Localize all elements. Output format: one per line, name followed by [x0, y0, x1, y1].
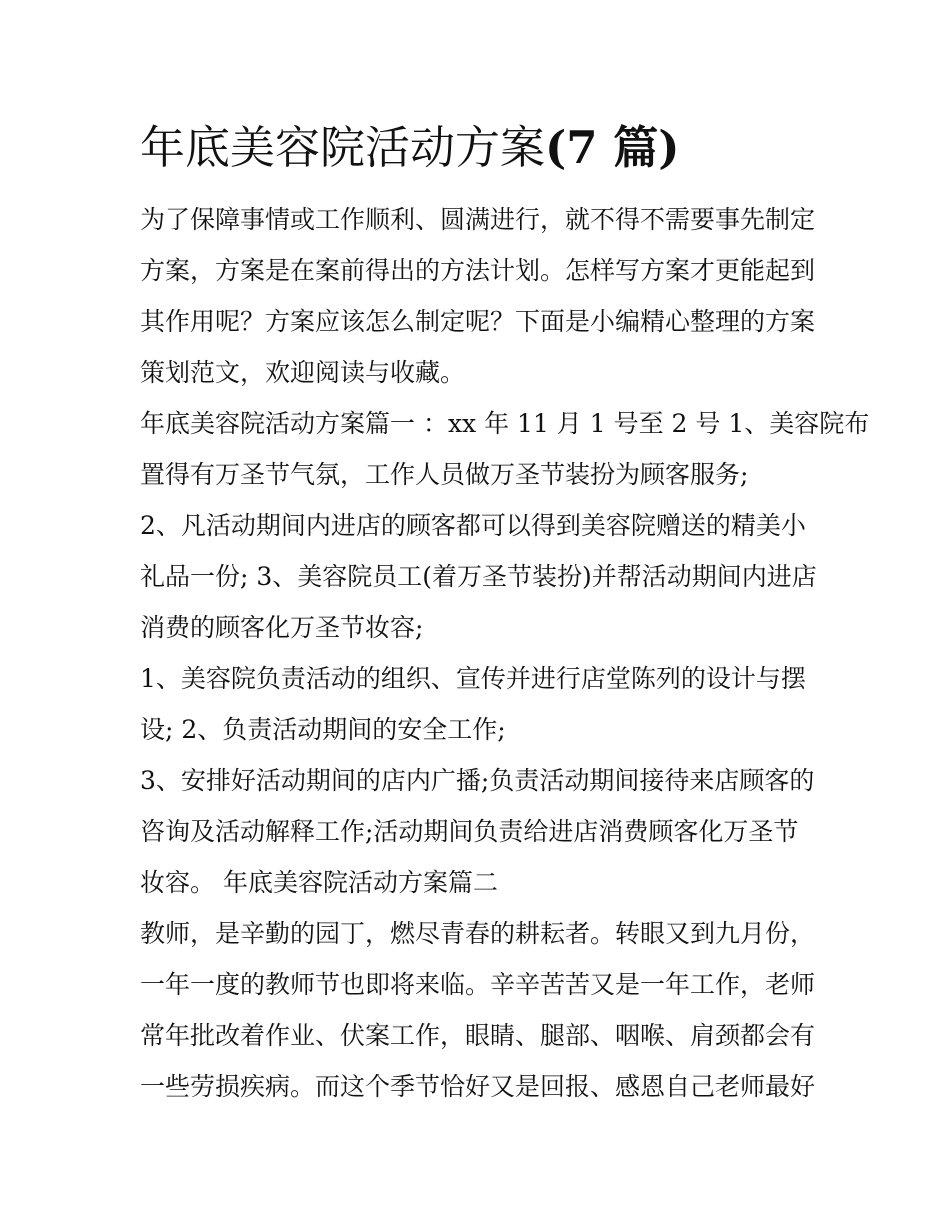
paragraph-line: 方案，方案是在案前得出的方法计划。怎样写方案才更能起到 [140, 256, 816, 285]
paragraph-line: 其作用呢？方案应该怎么制定呢？下面是小编精心整理的方案 [140, 307, 816, 336]
paragraph-line: 教师，是辛勤的园丁，燃尽青春的耕耘者。转眼又到九月份， [140, 919, 816, 948]
paragraph-line: 为了保障事情或工作顺利、圆满进行，就不得不需要事先制定 [140, 205, 816, 234]
paragraph-line: 一些劳损疾病。而这个季节恰好又是回报、感恩自己老师最好 [140, 1072, 816, 1101]
paragraph-line: 年底美容院活动方案篇一 ：xx 年 11 月 1 号至 2 号 1、美容院布 [140, 409, 870, 438]
paragraph-line: 礼品一份; 3、美容院员工(着万圣节装扮)并帮活动期间内进店 [140, 562, 817, 591]
paragraph-line: 妆容。 年底美容院活动方案篇二 [140, 868, 498, 897]
paragraph-line: 置得有万圣节气氛，工作人员做万圣节装扮为顾客服务; [140, 460, 749, 489]
paragraph-line: 3、安排好活动期间的店内广播;负责活动期间接待来店顾客的 [140, 766, 815, 795]
paragraph-line: 常年批改着作业、伏案工作，眼睛、腿部、咽喉、肩颈都会有 [140, 1021, 816, 1050]
paragraph-line: 策划范文，欢迎阅读与收藏。 [140, 358, 466, 387]
document-title-suffix: (7 篇) [545, 121, 680, 174]
paragraph-line: 2、凡活动期间内进店的顾客都可以得到美容院赠送的精美小 [140, 511, 806, 540]
paragraph-line: 消费的顾客化万圣节妆容; [140, 613, 424, 642]
paragraph-line: 一年一度的教师节也即将来临。辛辛苦苦又是一年工作，老师 [140, 970, 816, 999]
paragraph-line: 1、美容院负责活动的组织、宣传并进行店堂陈列的设计与摆 [140, 664, 806, 693]
paragraph-line: 设; 2、负责活动期间的安全工作; [140, 715, 506, 744]
document-title-main: 年底美容院活动方案 [140, 121, 546, 174]
paragraph-line: 咨询及活动解释工作;活动期间负责给进店消费顾客化万圣节 [140, 817, 799, 846]
document-title [140, 118, 680, 178]
